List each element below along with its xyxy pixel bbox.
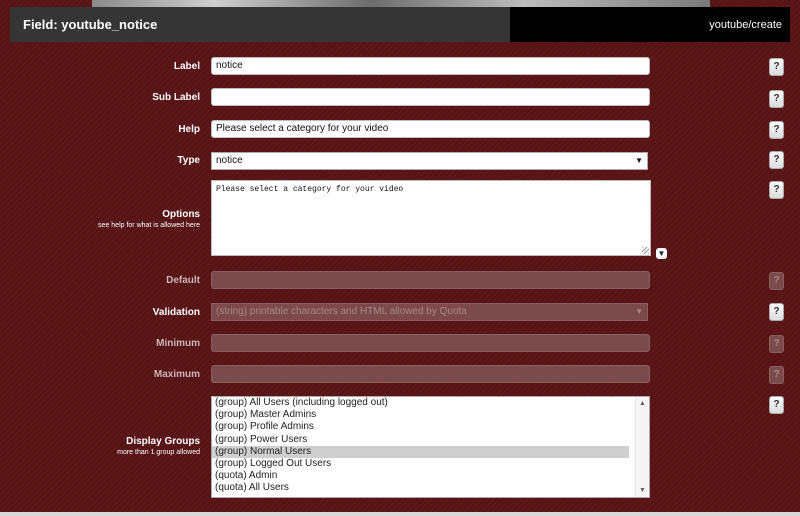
help-button-help[interactable]: ? xyxy=(769,121,784,139)
arrow-down-circle-icon[interactable]: ▼ xyxy=(657,249,666,258)
triangle-down-icon[interactable]: ▼ xyxy=(639,487,646,494)
list-item[interactable]: (quota) Admin xyxy=(215,470,278,482)
options-note: see help for what is allowed here xyxy=(98,222,200,229)
help-button-validation[interactable]: ? xyxy=(769,303,784,321)
list-item[interactable]: (group) Power Users xyxy=(215,433,308,445)
page-bottom-edge xyxy=(0,512,800,516)
resize-grip-icon[interactable] xyxy=(642,247,649,254)
header-right xyxy=(510,7,790,42)
help-input[interactable]: Please select a category for your video xyxy=(211,120,650,138)
field-label-display-groups: Display Groups xyxy=(126,436,200,447)
display-groups-note: more than 1 group allowed xyxy=(117,449,200,456)
field-label-label: Label xyxy=(173,61,200,72)
sub-label-input[interactable] xyxy=(211,88,650,106)
help-button-display-groups[interactable]: ? xyxy=(769,396,784,414)
triangle-up-icon[interactable]: ▲ xyxy=(639,400,646,407)
page-title: Field: youtube_notice xyxy=(23,17,158,32)
triangle-down-icon: ▼ xyxy=(635,307,643,316)
field-label-sub-label: Sub Label xyxy=(152,92,200,103)
triangle-down-icon: ▼ xyxy=(635,156,643,165)
help-button-options[interactable]: ? xyxy=(769,181,784,199)
field-label-validation: Validation xyxy=(152,307,200,318)
label-input[interactable]: notice xyxy=(211,57,650,75)
field-label-type: Type xyxy=(177,155,200,166)
breadcrumb-link[interactable]: youtube/create xyxy=(709,18,782,31)
options-textarea-value: Please select a category for your video xyxy=(216,185,404,194)
type-select-value: notice xyxy=(216,155,243,166)
type-select[interactable] xyxy=(211,152,648,170)
help-button-minimum: ? xyxy=(769,335,784,353)
list-item[interactable]: (group) All Users (including logged out) xyxy=(215,397,388,408)
help-button-sub-label[interactable]: ? xyxy=(769,90,784,108)
default-input xyxy=(211,271,650,289)
list-item[interactable]: (quota) All Users xyxy=(215,482,289,494)
list-item[interactable]: (group) Logged Out Users xyxy=(215,457,332,469)
field-label-default: Default xyxy=(166,275,200,286)
validation-select xyxy=(211,303,648,321)
header-title-area xyxy=(10,7,510,42)
help-button-type[interactable]: ? xyxy=(769,151,784,169)
list-item[interactable]: (group) Profile Admins xyxy=(215,421,314,433)
help-button-label[interactable]: ? xyxy=(769,58,784,76)
field-label-maximum: Maximum xyxy=(153,369,200,380)
header-bar xyxy=(10,7,790,42)
listbox-scrollbar[interactable] xyxy=(635,397,649,497)
help-button-maximum: ? xyxy=(769,366,784,384)
maximum-input xyxy=(211,365,650,383)
field-label-help: Help xyxy=(178,124,200,135)
help-button-default: ? xyxy=(769,272,784,290)
field-label-options: Options xyxy=(162,209,200,220)
list-item[interactable]: (group) Master Admins xyxy=(215,409,317,421)
field-label-minimum: Minimum xyxy=(156,338,200,349)
options-textarea[interactable] xyxy=(211,180,651,256)
minimum-input xyxy=(211,334,650,352)
validation-select-value: (string) printable characters and HTML allowed by Quota xyxy=(216,306,467,317)
display-groups-listbox[interactable] xyxy=(211,396,650,498)
list-item-selected[interactable]: (group) Normal Users xyxy=(212,446,629,458)
